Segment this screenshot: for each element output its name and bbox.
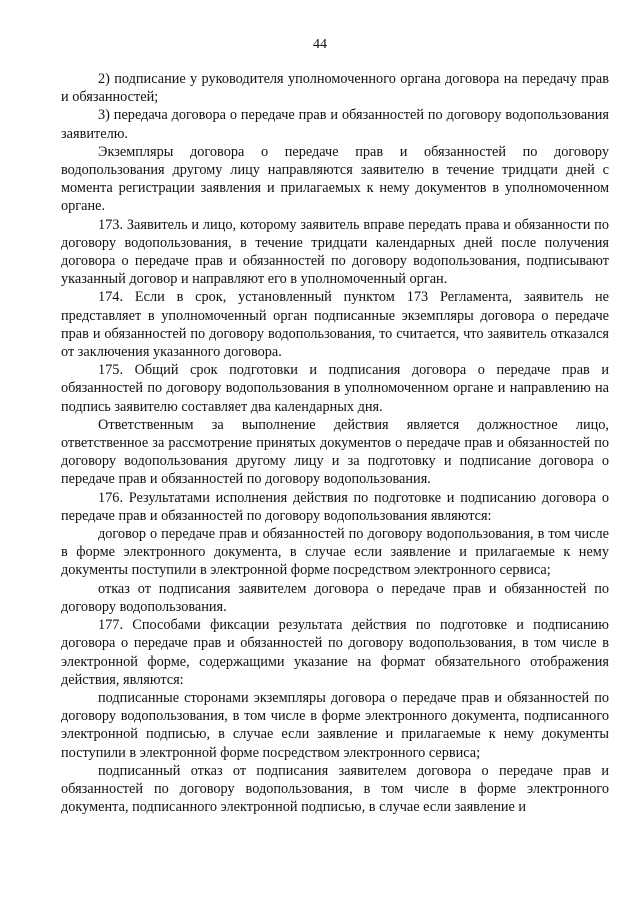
document-body xyxy=(61,70,609,816)
paragraph: 173. Заявитель и лицо, которому заявитель вправе передать права и обязанности по договору водопользования, в течение тридцати календарных дней после получения договора о передаче прав и обязанностей по договору водопользования, подписывают указанный договор и направляют его в уполномоченный орган. xyxy=(61,216,609,288)
paragraph: подписанный отказ от подписания заявителем договора о передаче прав и обязанностей по договору водопользования, в том числе в форме электронного документа, подписанного электронной подписью, в случае если заявление и xyxy=(61,762,609,816)
paragraph: отказ от подписания заявителем договора о передаче прав и обязанностей по договору водопользования. xyxy=(61,580,609,615)
paragraph: 176. Результатами исполнения действия по подготовке и подписанию договора о передаче прав и обязанностей по договору водопользования являются: xyxy=(61,489,609,524)
paragraph: 3) передача договора о передаче прав и обязанностей по договору водопользования заявителю. xyxy=(61,107,609,142)
paragraph: 174. Если в срок, установленный пунктом 173 Регламента, заявитель не представляет в уполномоченный орган подписанные экземпляры договора о передаче прав и обязанностей по договору водопользования, то считается, что заявитель отказался от заключения указанного договора. xyxy=(61,289,609,361)
paragraph: Экземпляры договора о передаче прав и обязанностей по договору водопользования другому лицу направляются заявителю в течение тридцати дней с момента регистрации заявления и прилагаемых к нему документов в уполномоченном органе. xyxy=(61,143,609,215)
paragraph: 177. Способами фиксации результата действия по подготовке и подписанию договора о передаче прав и обязанностей по договору водопользования, в том числе в электронной форме, содержащими указание на формат обязательного отображения действия, являются: xyxy=(61,617,609,688)
paragraph: договор о передаче прав и обязанностей по договору водопользования, в том числе в форме электронного документа, в случае если заявление и прилагаемые к нему документы поступили в электронной форме посредством электронного сервиса; xyxy=(61,526,609,579)
page-number: 44 xyxy=(313,37,327,52)
paragraph: 2) подписание у руководителя уполномоченного органа договора на передачу прав и обязанностей; xyxy=(61,71,609,106)
paragraph: 175. Общий срок подготовки и подписания договора о передаче прав и обязанностей по договору водопользования в уполномоченном органе и направлению на подпись заявителю составляет два календарных дня. xyxy=(61,362,609,415)
paragraph: Ответственным за выполнение действия является должностное лицо, ответственное за рассмотрение принятых документов о передаче прав и обязанностей по договору водопользования другому лицу и за подготовку и подписание договора о передаче прав и обязанностей по договору водопользования. xyxy=(61,416,609,488)
paragraph: подписанные сторонами экземпляры договора о передаче прав и обязанностей по договору водопользования, в том числе в форме электронного документа, подписанного электронной подписью, в случае если заявление и прилагаемые к нему документы поступили в электронной форме посредством электронного сервиса; xyxy=(61,689,609,761)
